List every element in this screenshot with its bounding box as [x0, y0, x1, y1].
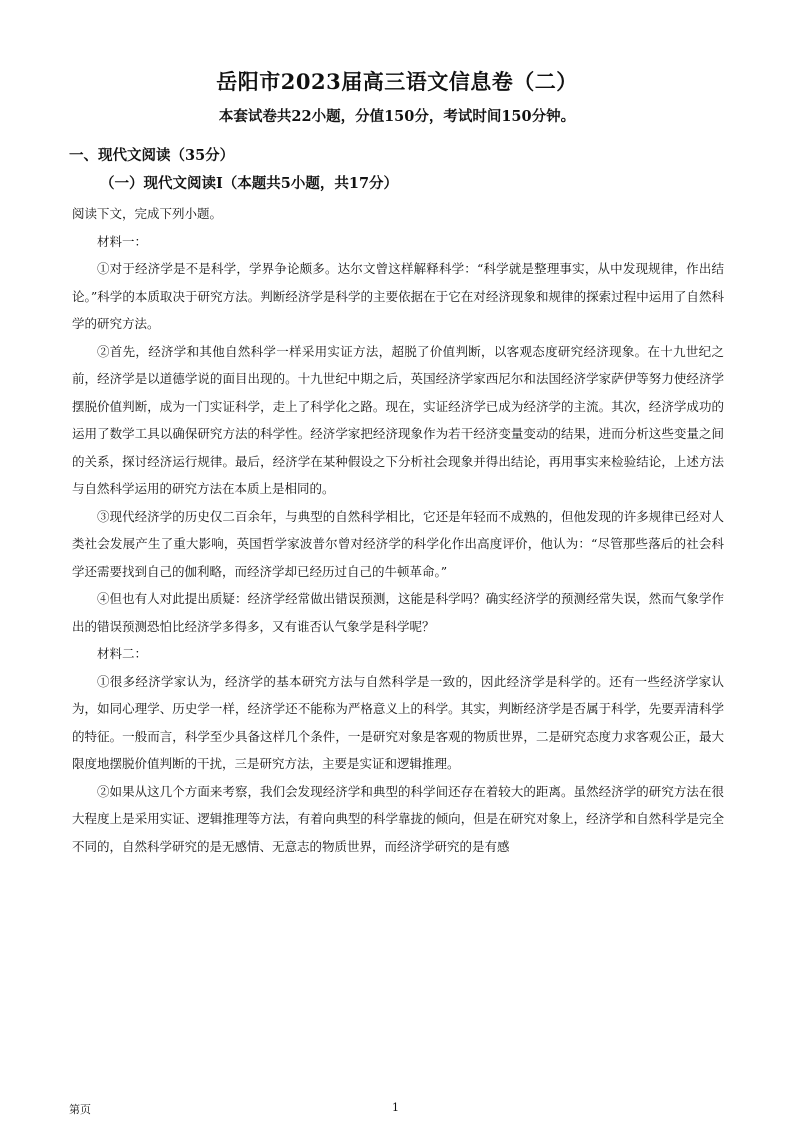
exam-info: 本套试卷共22小题，分值150分，考试时间150分钟。 [218, 108, 576, 125]
footer-label: 第页 [69, 1103, 91, 1116]
material-two-paragraph: ①很多经济学家认为，经济学的基本研究方法与自然科学是一致的，因此经济学是科学的。还有一些经济学家认为，如同心理学、历史学一样，经济学还不能称为严格意义上的科学。其实，判断经济学是否属于科学，先要弄清科学的特征。一般而言，科学至少具备这样几个条件，一是研究对象是客观的物质世界，二是研究态度力求客观公正，最大限度地摆脱价值判断的干扰，三是研究方法，主要是实证和逻辑推理。 [72, 673, 724, 771]
material-one-label: 材料一： [97, 233, 148, 249]
material-two-paragraph: ②如果从这几个方面来考察，我们会发现经济学和典型的科学间还存在着较大的距离。虽然经济学的研究方法在很大程度上是采用实证、逻辑推理等方法，有着向典型的科学靠拢的倾向，但是在研究对象上，经济学和自然科学是完全不同的，自然科学研究的是无感情、无意志的物质世界，而经济学研究的是有感 [72, 783, 724, 854]
instruction-text: 阅读下文，完成下列小题。 [72, 206, 223, 221]
material-one-paragraph: ③现代经济学的历史仅二百余年，与典型的自然科学相比，它还是年轻而不成熟的，但他发现的许多规律已经对人类社会发展产生了重大影响，英国哲学家波普尔曾对经济学的科学化作出高度评价，他认为：“尽管那些落后的社会科学还需要找到自己的伽利略，而经济学却已经历过自己的牛顿革命。” [72, 508, 724, 579]
material-one-paragraph: ①对于经济学是不是科学，学界争论颇多。达尔文曾这样解释科学：“科学就是整理事实，从中发现规律，作出结论。”科学的本质取决于研究方法。判断经济学是科学的主要依据在于它在对经济现象和规律的探索过程中运用了自然科学的研究方法。 [72, 261, 724, 331]
reading-passage [72, 200, 724, 860]
page-number: 1 [392, 1101, 399, 1114]
subsection-heading: （一）现代文阅读Ⅰ（本题共5小题，共17分） [100, 175, 399, 192]
section-heading: 一、现代文阅读（35分） [69, 147, 235, 164]
material-one-paragraph: ④但也有人对此提出质疑：经济学经常做出错误预测，这能是科学吗？确实经济学的预测经常失误，然而气象学作出的错误预测恐怕比经济学多得多，又有谁否认气象学是科学呢？ [72, 591, 724, 634]
page-title: 岳阳市2023届高三语文信息卷（二） [216, 69, 578, 94]
material-two-label: 材料二： [97, 646, 148, 661]
material-one-paragraph: ②首先，经济学和其他自然科学一样采用实证方法，超脱了价值判断，以客观态度研究经济现象。在十九世纪之前，经济学是以道德学说的面目出现的。十九世纪中期之后，英国经济学家西尼尔和法国经济学家萨伊等努力使经济学摆脱价值判断，成为一门实证科学，走上了科学化之路。现在，实证经济学已成为经济学的主流。其次，经济学成功的运用了数学工具以确保研究方法的科学性。经济学家把经济现象作为若干经济变量变动的结果，进而分析这些变量之间的关系，探讨经济运行规律。最后，经济学在某种假设之下分析社会现象并得出结论，再用事实来检验结论，上述方法与自然科学运用的研究方法在本质上是相同的。 [72, 343, 724, 496]
